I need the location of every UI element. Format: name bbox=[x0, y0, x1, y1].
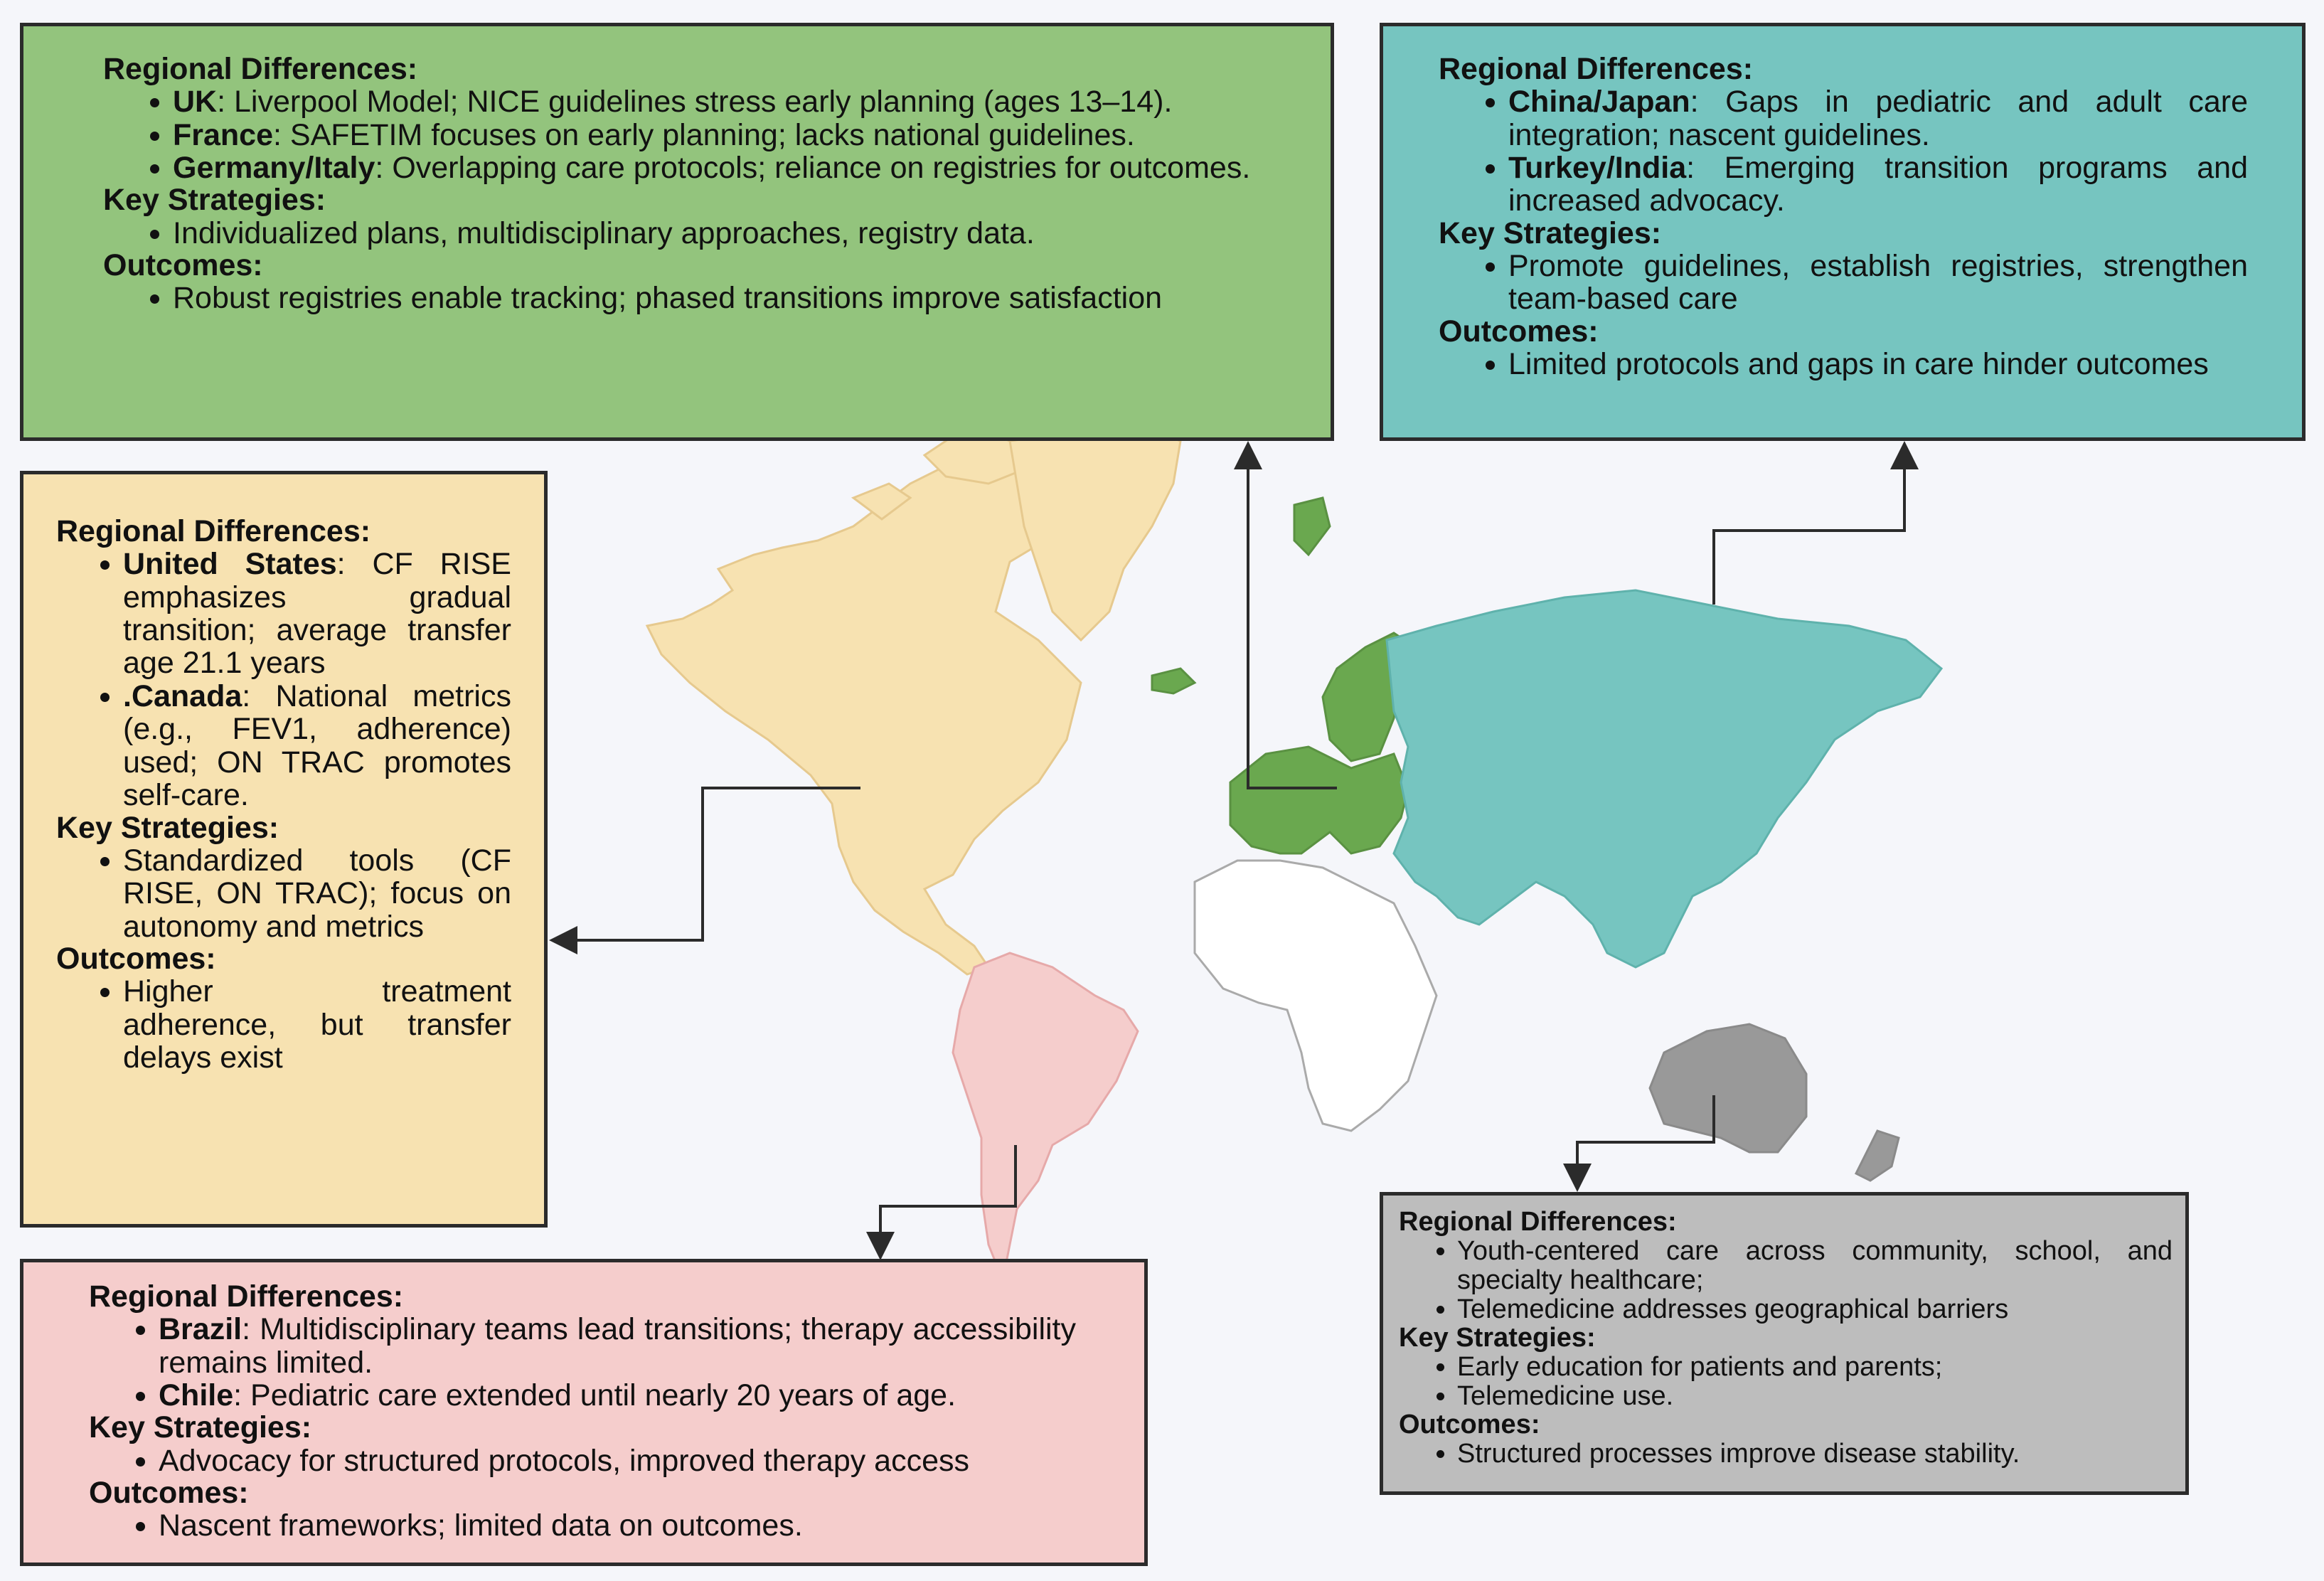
list-item: • Turkey/India: Emerging transition programs and increased advocacy. bbox=[1508, 151, 2248, 218]
north-america-region bbox=[647, 427, 1180, 974]
list-item: • UK: Liverpool Model; NICE guidelines stress early planning (ages 13–14). bbox=[173, 85, 1265, 118]
list-item: • United States: CF RISE emphasizes gradual transition; average transfer age 21.1 years bbox=[123, 548, 511, 680]
strategies-heading: Key Strategies: bbox=[56, 810, 279, 845]
outcomes-list bbox=[89, 1509, 1076, 1542]
outcomes-list bbox=[1439, 348, 2248, 380]
strategies-heading: Key Strategies: bbox=[89, 1410, 312, 1445]
outcomes-list bbox=[103, 282, 1265, 314]
differences-heading: Regional Differences: bbox=[1439, 52, 1754, 86]
list-item: • Telemedicine use. bbox=[1457, 1382, 2173, 1411]
strategies-list bbox=[89, 1444, 1076, 1477]
europe-info-box bbox=[20, 23, 1334, 441]
differences-list bbox=[103, 85, 1265, 184]
outcomes-heading: Outcomes: bbox=[89, 1476, 249, 1511]
list-item: • China/Japan: Gaps in pediatric and adult care integration; nascent guidelines. bbox=[1508, 85, 2248, 151]
strategies-list bbox=[56, 844, 511, 943]
differences-list bbox=[1439, 85, 2248, 218]
outcomes-list bbox=[1399, 1439, 2173, 1469]
australia-shape bbox=[1650, 1024, 1806, 1152]
list-item: • Promote guidelines, establish registries, strengthen team-based care bbox=[1508, 250, 2248, 316]
connector-north-america bbox=[555, 788, 860, 940]
list-item: • Structured processes improve disease stability. bbox=[1457, 1439, 2173, 1469]
europe-region bbox=[1152, 498, 1415, 853]
new-zealand-shape bbox=[1856, 1131, 1899, 1181]
differences-heading: Regional Differences: bbox=[89, 1279, 404, 1314]
differences-heading: Regional Differences: bbox=[1399, 1207, 1677, 1237]
list-item: • Telemedicine addresses geographical barriers bbox=[1457, 1295, 2173, 1324]
south-america-shape bbox=[953, 953, 1138, 1280]
list-item: • Higher treatment adherence, but transfer delays exist bbox=[123, 975, 511, 1074]
differences-heading: Regional Differences: bbox=[103, 52, 418, 86]
south-america-info-box bbox=[20, 1259, 1148, 1566]
strategies-heading: Key Strategies: bbox=[103, 183, 326, 218]
africa-shape bbox=[1195, 861, 1436, 1131]
oceania-region bbox=[1650, 1024, 1899, 1181]
connector-asia bbox=[1714, 447, 1904, 605]
outcomes-heading: Outcomes: bbox=[1439, 314, 1599, 348]
asia-info-box bbox=[1380, 23, 2306, 441]
list-item: • Germany/Italy: Overlapping care protocols; reliance on registries for outcomes. bbox=[173, 151, 1265, 184]
outcomes-heading: Outcomes: bbox=[1399, 1409, 1540, 1439]
differences-list bbox=[1399, 1237, 2173, 1324]
differences-list bbox=[89, 1313, 1076, 1412]
strategies-heading: Key Strategies: bbox=[1439, 215, 1662, 250]
outcomes-heading: Outcomes: bbox=[56, 942, 216, 976]
north-america-info-box bbox=[20, 471, 548, 1228]
svalbard-shape bbox=[1294, 498, 1330, 555]
list-item: • .Canada: National metrics (e.g., FEV1, adherence) used; ON TRAC promotes self-care. bbox=[123, 680, 511, 812]
strategies-list bbox=[1399, 1353, 2173, 1411]
europe-mainland-shape bbox=[1230, 747, 1408, 853]
greenland-shape bbox=[1010, 427, 1180, 640]
oceania-info-box bbox=[1380, 1192, 2189, 1495]
list-item: • Youth-centered care across community, school, and specialty healthcare; bbox=[1457, 1237, 2173, 1295]
list-item: • Standardized tools (CF RISE, ON TRAC); focus on autonomy and metrics bbox=[123, 844, 511, 943]
list-item: • Chile: Pediatric care extended until nearly 20 years of age. bbox=[159, 1379, 1076, 1412]
list-item: • France: SAFETIM focuses on early planning; lacks national guidelines. bbox=[173, 119, 1265, 151]
list-item: • Early education for patients and parents; bbox=[1457, 1353, 2173, 1382]
list-item: • Advocacy for structured protocols, improved therapy access bbox=[159, 1444, 1076, 1477]
list-item: • Limited protocols and gaps in care hinder outcomes bbox=[1508, 348, 2248, 380]
strategies-heading: Key Strategies: bbox=[1399, 1322, 1596, 1353]
differences-heading: Regional Differences: bbox=[56, 514, 371, 548]
strategies-list bbox=[1439, 250, 2248, 316]
north-america-shape bbox=[647, 455, 1081, 974]
differences-list bbox=[56, 548, 511, 812]
list-item: • Robust registries enable tracking; phased transitions improve satisfaction bbox=[173, 282, 1265, 314]
list-item: • Brazil: Multidisciplinary teams lead transitions; therapy accessibility remains limited. bbox=[159, 1313, 1076, 1379]
iceland-shape bbox=[1152, 669, 1195, 693]
outcomes-heading: Outcomes: bbox=[103, 248, 263, 283]
list-item: • Nascent frameworks; limited data on outcomes. bbox=[159, 1509, 1076, 1542]
asia-shape bbox=[1387, 590, 1941, 967]
strategies-list bbox=[103, 217, 1265, 250]
list-item: • Individualized plans, multidisciplinary approaches, registry data. bbox=[173, 217, 1265, 250]
outcomes-list bbox=[56, 975, 511, 1074]
